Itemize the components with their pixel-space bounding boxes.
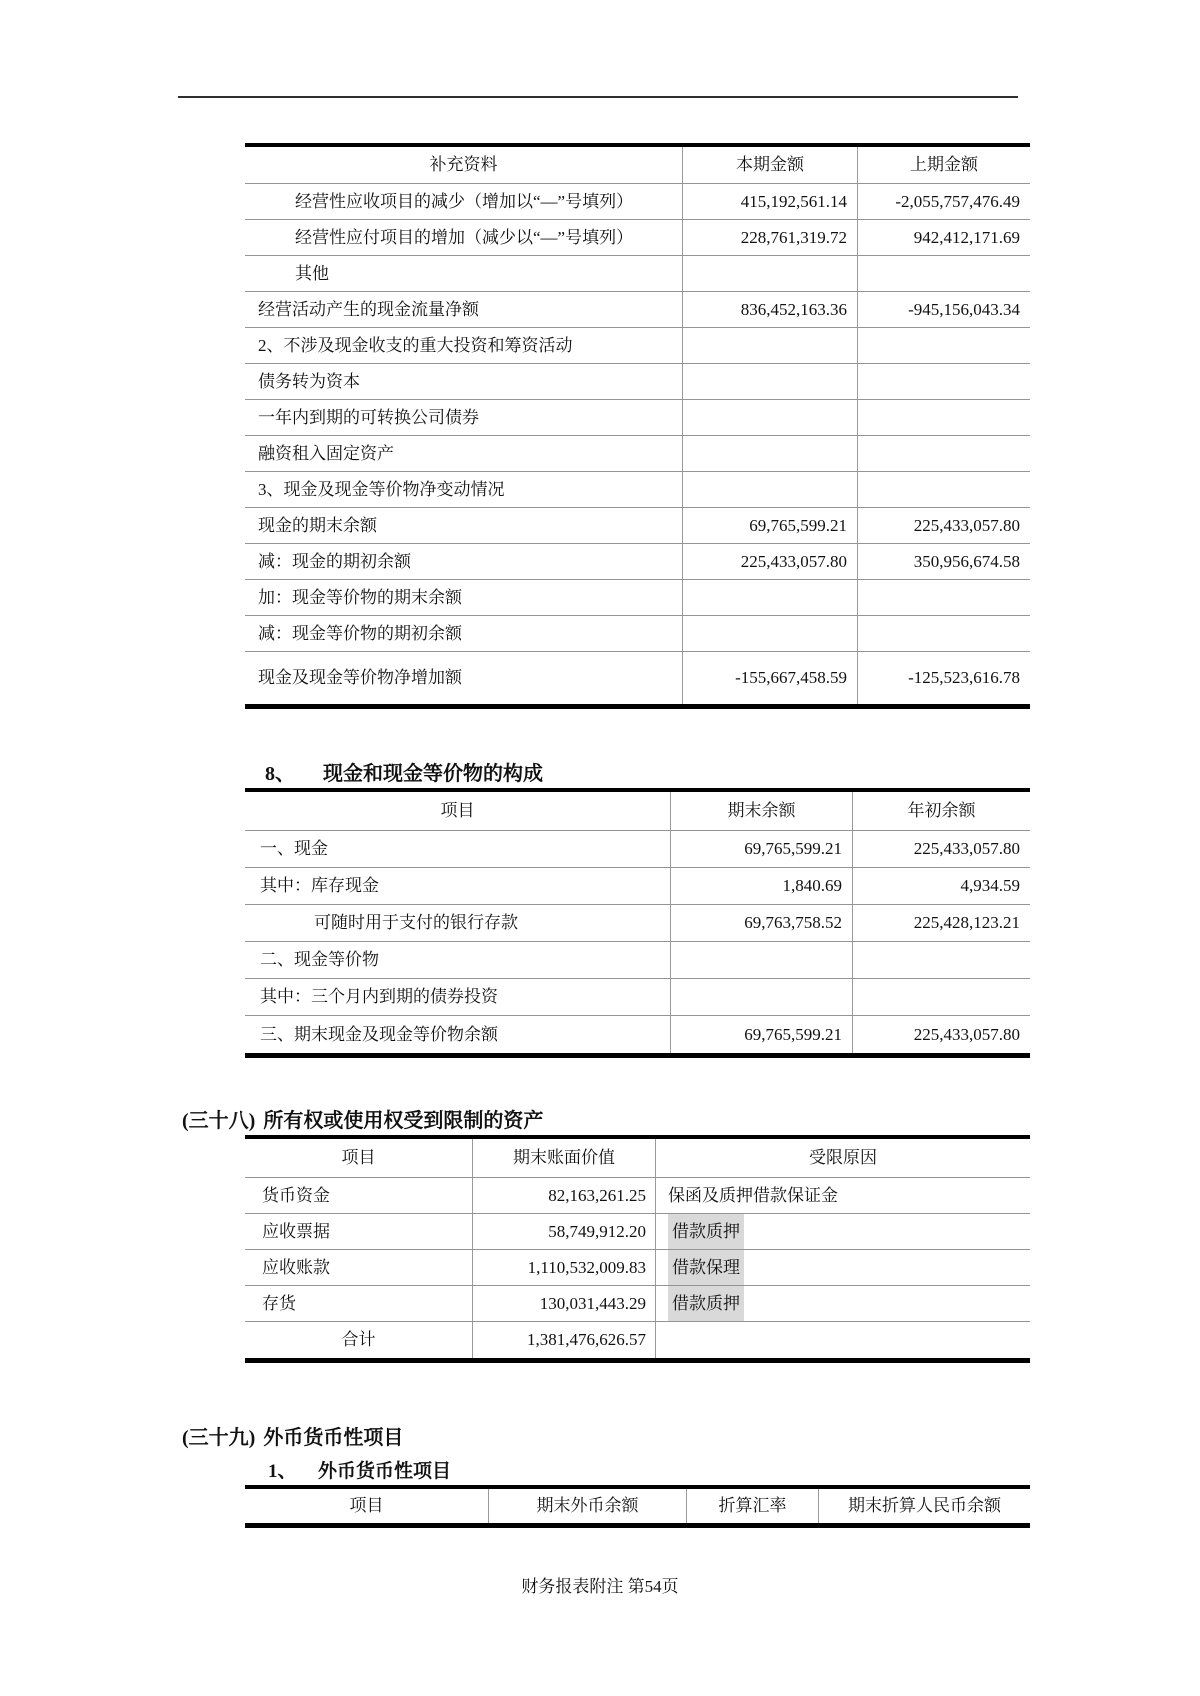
cell-end-balance: 1,840.69 [670, 868, 852, 904]
cell-begin-balance: 225,433,057.80 [852, 831, 1030, 867]
table-row [245, 184, 1030, 220]
cell-label: 3、现金及现金等价物净变动情况 [258, 479, 505, 499]
table-row [245, 364, 1030, 400]
cell-prior [857, 400, 1030, 435]
table-header-row [245, 792, 1030, 831]
cell-item: 三、期末现金及现金等价物余额 [260, 1024, 498, 1044]
cell-current [682, 472, 857, 507]
cell-current: 228,761,319.72 [682, 220, 857, 255]
header-cell: 折算汇率 [686, 1489, 818, 1523]
section-8-number: 8、 [265, 763, 295, 785]
cell-current: 415,192,561.14 [682, 184, 857, 219]
cell-current: 836,452,163.36 [682, 292, 857, 327]
cell-current [682, 328, 857, 363]
cell-prior [857, 256, 1030, 291]
section-39-title-text: 外币货币性项目 [263, 1427, 404, 1449]
header-cell: 受限原因 [655, 1139, 1030, 1177]
cell-item: 存货 [262, 1293, 296, 1313]
header-cell: 本期金额 [682, 147, 857, 183]
table-header-row [245, 1139, 1030, 1178]
highlighted-text: 借款质押 [668, 1214, 744, 1249]
cell-label: 2、不涉及现金收支的重大投资和筹资活动 [258, 335, 573, 355]
table-row [245, 905, 1030, 942]
table-row [245, 220, 1030, 256]
table-row [245, 868, 1030, 905]
highlighted-text: 借款保理 [668, 1250, 744, 1285]
header-cell: 年初余额 [852, 792, 1030, 830]
table-row [245, 472, 1030, 508]
header-cell: 项目 [440, 801, 475, 821]
page-footer: 财务报表附注 第54页 [521, 1577, 679, 1596]
cell-prior: 942,412,171.69 [857, 220, 1030, 255]
table-row [245, 1214, 1030, 1250]
header-cell: 期末外币余额 [488, 1489, 686, 1523]
cell-restriction-reason [655, 1250, 1030, 1285]
cell-label: 减：现金的期初余额 [258, 551, 411, 571]
cell-end-balance: 69,765,599.21 [670, 831, 852, 867]
cell-label: 现金的期末余额 [258, 515, 377, 535]
cell-book-value: 82,163,261.25 [472, 1178, 655, 1213]
cell-current: 69,765,599.21 [682, 508, 857, 543]
section-38-title [182, 1104, 543, 1133]
cell-begin-balance [852, 979, 1030, 1015]
section-38-title-text: 所有权或使用权受到限制的资产 [263, 1110, 544, 1132]
cell-begin-balance: 225,433,057.80 [852, 1016, 1030, 1053]
table-row [245, 256, 1030, 292]
cell-label: 减：现金等价物的期初余额 [258, 623, 462, 643]
cell-label: 债务转为资本 [258, 371, 360, 391]
cell-item: 可随时用于支付的银行存款 [314, 913, 518, 933]
cell-end-balance [670, 979, 852, 1015]
table-row [245, 831, 1030, 868]
table-row [245, 508, 1030, 544]
table-row [245, 942, 1030, 979]
cell-item-total: 合计 [341, 1330, 376, 1350]
cell-current: 225,433,057.80 [682, 544, 857, 579]
table-row [245, 979, 1030, 1016]
cell-restriction-reason [655, 1322, 1030, 1358]
table-row [245, 436, 1030, 472]
header-cell: 补充资料 [429, 155, 498, 175]
cell-begin-balance: 4,934.59 [852, 868, 1030, 904]
cell-end-balance [670, 942, 852, 978]
cell-label: 经营性应付项目的增加（减少以“—”号填列） [295, 227, 634, 247]
table-row [245, 1016, 1030, 1053]
header-cell: 项目 [349, 1496, 384, 1516]
cell-label: 其他 [295, 263, 329, 283]
page-header-rule [178, 96, 1018, 98]
table-header-row [245, 147, 1030, 184]
section-39-number: (三十九) [182, 1427, 256, 1449]
cell-current [682, 616, 857, 651]
table-row [245, 652, 1030, 704]
cell-prior: -2,055,757,476.49 [857, 184, 1030, 219]
subsection-number: 1、 [268, 1461, 297, 1482]
cell-current: -155,667,458.59 [682, 652, 857, 704]
section-39-subsection-title [268, 1456, 451, 1483]
cell-item: 其中：三个月内到期的债券投资 [260, 987, 498, 1007]
cell-current [682, 256, 857, 291]
cell-label: 现金及现金等价物净增加额 [258, 668, 462, 688]
cell-label: 融资租入固定资产 [258, 443, 394, 463]
cell-label: 经营性应收项目的减少（增加以“—”号填列） [295, 191, 634, 211]
cell-prior [857, 580, 1030, 615]
supplementary-info-table [245, 143, 1030, 709]
cell-label: 经营活动产生的现金流量净额 [258, 299, 479, 319]
table-row [245, 1250, 1030, 1286]
header-cell: 上期金额 [857, 147, 1030, 183]
cell-end-balance: 69,765,599.21 [670, 1016, 852, 1053]
cell-restriction-reason [655, 1214, 1030, 1249]
table-row [245, 580, 1030, 616]
table-row [245, 292, 1030, 328]
table-row [245, 1286, 1030, 1322]
cell-item: 货币资金 [262, 1185, 330, 1205]
cell-book-value: 58,749,912.20 [472, 1214, 655, 1249]
table-row [245, 1178, 1030, 1214]
section-38-number: (三十八) [182, 1110, 256, 1132]
cell-item: 一、现金 [260, 839, 328, 859]
table-row [245, 616, 1030, 652]
cell-book-value: 1,381,476,626.57 [472, 1322, 655, 1358]
cell-item: 应收票据 [262, 1221, 330, 1241]
cell-prior [857, 436, 1030, 471]
header-cell: 期末账面价值 [472, 1139, 655, 1177]
cell-prior [857, 328, 1030, 363]
section-39-title [182, 1421, 403, 1450]
table-header-row [245, 1489, 1030, 1523]
cash-composition-table [245, 788, 1030, 1058]
cell-current [682, 436, 857, 471]
cell-book-value: 1,110,532,009.83 [472, 1250, 655, 1285]
cell-restriction-reason: 保函及质押借款保证金 [655, 1178, 1030, 1213]
cell-item: 二、现金等价物 [260, 950, 379, 970]
cell-current [682, 364, 857, 399]
table-row [245, 1322, 1030, 1358]
highlighted-text: 借款质押 [668, 1286, 744, 1321]
cell-begin-balance [852, 942, 1030, 978]
restricted-assets-table [245, 1135, 1030, 1363]
subsection-title-text: 外币货币性项目 [318, 1461, 452, 1482]
cell-prior: 225,433,057.80 [857, 508, 1030, 543]
cell-current [682, 400, 857, 435]
cell-begin-balance: 225,428,123.21 [852, 905, 1030, 941]
cell-prior [857, 364, 1030, 399]
cell-current [682, 580, 857, 615]
cell-prior: 350,956,674.58 [857, 544, 1030, 579]
cell-prior: -125,523,616.78 [857, 652, 1030, 704]
cell-prior: -945,156,043.34 [857, 292, 1030, 327]
cell-prior [857, 616, 1030, 651]
section-8-title [265, 757, 543, 786]
header-cell: 期末折算人民币余额 [818, 1489, 1030, 1523]
cell-label: 加：现金等价物的期末余额 [258, 587, 462, 607]
table-row [245, 544, 1030, 580]
header-cell: 项目 [341, 1148, 376, 1168]
cell-label: 一年内到期的可转换公司债券 [258, 407, 479, 427]
table-row [245, 400, 1030, 436]
header-cell: 期末余额 [670, 792, 852, 830]
table-row [245, 328, 1030, 364]
foreign-currency-table [245, 1485, 1030, 1528]
cell-end-balance: 69,763,758.52 [670, 905, 852, 941]
cell-item: 其中：库存现金 [260, 876, 379, 896]
section-8-title-text: 现金和现金等价物的构成 [323, 763, 543, 785]
cell-prior [857, 472, 1030, 507]
cell-item: 应收账款 [262, 1257, 330, 1277]
cell-restriction-reason [655, 1286, 1030, 1321]
cell-book-value: 130,031,443.29 [472, 1286, 655, 1321]
